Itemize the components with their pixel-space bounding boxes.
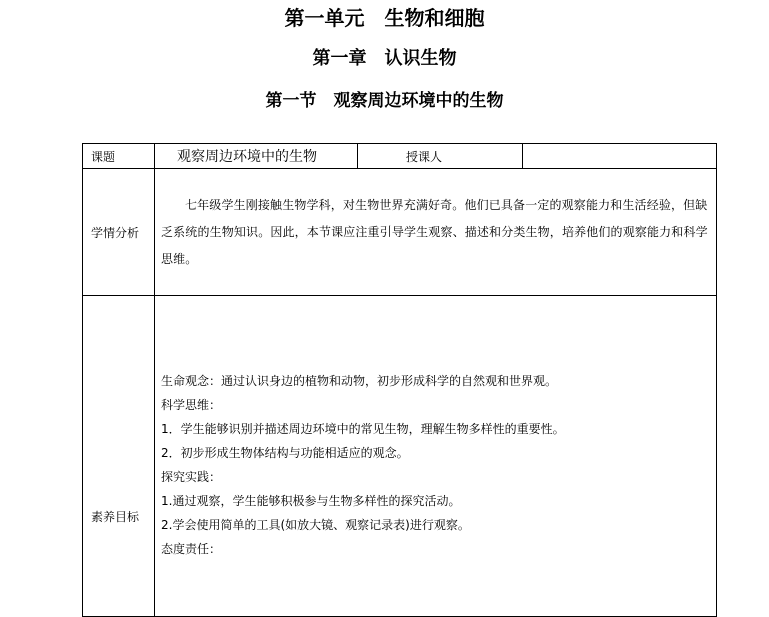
topic-row bbox=[83, 144, 717, 169]
goals-row bbox=[83, 296, 717, 617]
lesson-plan-table bbox=[82, 143, 717, 617]
teacher-value bbox=[523, 144, 717, 169]
goals-cell bbox=[155, 296, 717, 617]
analysis-cell bbox=[155, 169, 717, 296]
section-title: 第一节 观察周边环境中的生物 bbox=[265, 91, 504, 111]
goal-line: 2．初步形成生物体结构与功能相适应的观念。 bbox=[161, 446, 409, 460]
topic-label: 课题 bbox=[83, 144, 155, 169]
goal-line: 探究实践： bbox=[161, 470, 222, 484]
goals-label: 素养目标 bbox=[83, 296, 155, 617]
teacher-label: 授课人 bbox=[358, 144, 523, 169]
goal-line: 1.通过观察，学生能够积极参与生物多样性的探究活动。 bbox=[161, 494, 461, 508]
goal-line: 科学思维： bbox=[161, 398, 222, 412]
goal-line: 2.学会使用简单的工具(如放大镜、观察记录表)进行观察。 bbox=[161, 518, 470, 532]
chapter-title: 第一章 认识生物 bbox=[312, 48, 457, 69]
goal-line: 生命观念：通过认识身边的植物和动物，初步形成科学的自然观和世界观。 bbox=[161, 374, 558, 388]
analysis-text: 七年级学生刚接触生物学科，对生物世界充满好奇。他们已具备一定的观察能力和生活经验，但缺乏系统的生物知识。因此，本节课应注重引导学生观察、描述和分类生物，培养他们的观察能力和科学思维。 bbox=[161, 197, 708, 266]
goal-line: 1．学生能够识别并描述周边环境中的常见生物，理解生物多样性的重要性。 bbox=[161, 422, 565, 436]
analysis-label: 学情分析 bbox=[83, 169, 155, 296]
topic-value: 观察周边环境中的生物 bbox=[155, 144, 358, 169]
analysis-row bbox=[83, 169, 717, 296]
unit-title: 第一单元 生物和细胞 bbox=[284, 6, 485, 30]
goal-line: 态度责任： bbox=[161, 542, 222, 556]
